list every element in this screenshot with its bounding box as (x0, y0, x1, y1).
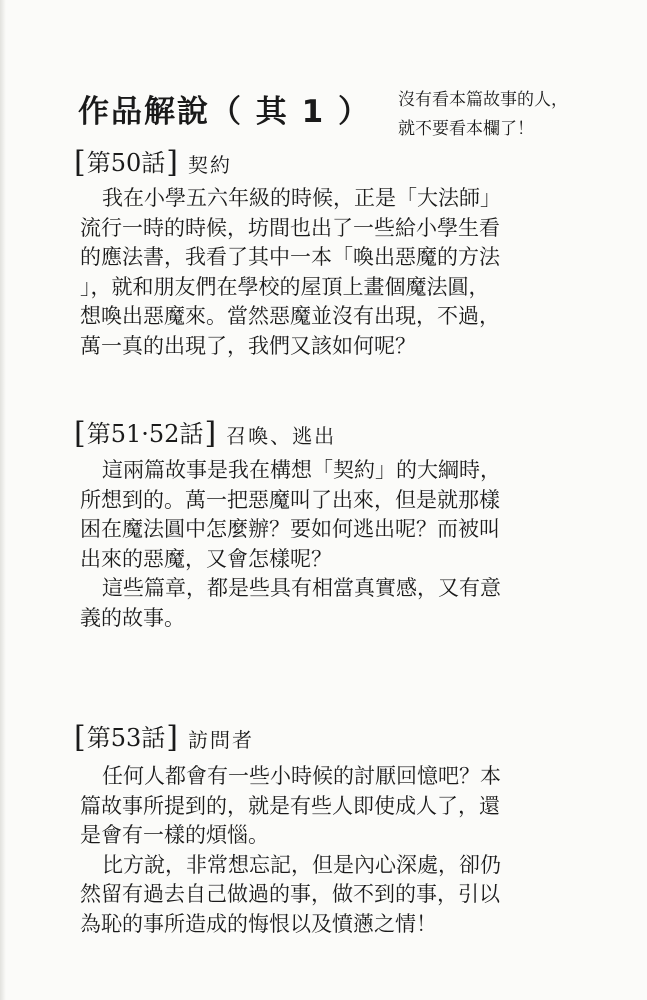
bracket-close: ] (204, 416, 217, 451)
text-line: 流行一時的時候，坊間也出了一些給小學生看 (80, 215, 500, 240)
chapter-name: 契約 (187, 152, 232, 177)
chapter-header-53 (74, 720, 254, 756)
chapter-number: 第51·52話 (86, 420, 204, 448)
text-line: 想喚出惡魔來。當然惡魔並沒有出現，不過， (80, 304, 500, 328)
text-line: 義的故事。 (80, 605, 185, 630)
chapter-number: 第53話 (86, 724, 166, 752)
text-line: 萬一真的出現了，我們又該如何呢？ (80, 333, 416, 358)
page-title: 作品解說（ 其 1 ） (78, 94, 371, 130)
bracket-open: [ (74, 416, 86, 451)
chapter-name: 訪問者 (187, 727, 254, 752)
section-body-53 (80, 762, 535, 939)
text-line: 篇故事所提到的，就是有些人即使成人了，還 (80, 793, 500, 818)
text-line: 然留有過去自己做過的事，做不到的事，引以 (80, 882, 500, 906)
section-body-50 (80, 184, 535, 361)
text-line: 的應法書，我看了其中一本「喚出惡魔的方法 (80, 245, 500, 269)
bracket-close: ] (166, 720, 178, 755)
spoiler-note-line: 沒有看本篇故事的人， (398, 90, 568, 110)
text-line: 所想到的。萬一把惡魔叫了出來，但是就那樣 (80, 487, 500, 512)
spoiler-note (398, 86, 628, 144)
chapter-header-50 (74, 145, 232, 181)
text-line: 任何人都會有一些小時候的討厭回憶吧？本 (102, 764, 501, 788)
bracket-open: [ (74, 720, 86, 755)
text-line: 出來的惡魔，又會怎樣呢？ (80, 546, 332, 571)
text-line: 我在小學五六年級的時候，正是「大法師」 (102, 186, 501, 210)
page-edge (0, 0, 6, 1000)
text-line: 」，就和朋友們在學校的屋頂上畫個魔法圓， (80, 274, 490, 299)
bracket-open: [ (74, 145, 86, 180)
section-body-51-52 (80, 456, 535, 633)
text-line: 為恥的事所造成的悔恨以及憤懣之情！ (80, 911, 437, 936)
text-line: 是會有一樣的煩惱。 (80, 823, 269, 847)
chapter-name: 召喚、逃出 (226, 423, 337, 448)
text-line: 困在魔法圓中怎麼辦？要如何逃出呢？而被叫 (80, 517, 500, 541)
bracket-close: ] (166, 145, 178, 180)
text-line: 這兩篇故事是我在構想「契約」的大綱時， (102, 458, 501, 482)
chapter-number: 第50話 (86, 149, 166, 177)
chapter-header-51-52 (74, 416, 336, 452)
text-line: 比方說，非常想忘記，但是內心深處，卻仍 (102, 852, 501, 877)
text-line: 這些篇章，都是些具有相當真實感，又有意 (102, 576, 501, 600)
spoiler-note-line: 就不要看本欄了！ (398, 119, 534, 139)
